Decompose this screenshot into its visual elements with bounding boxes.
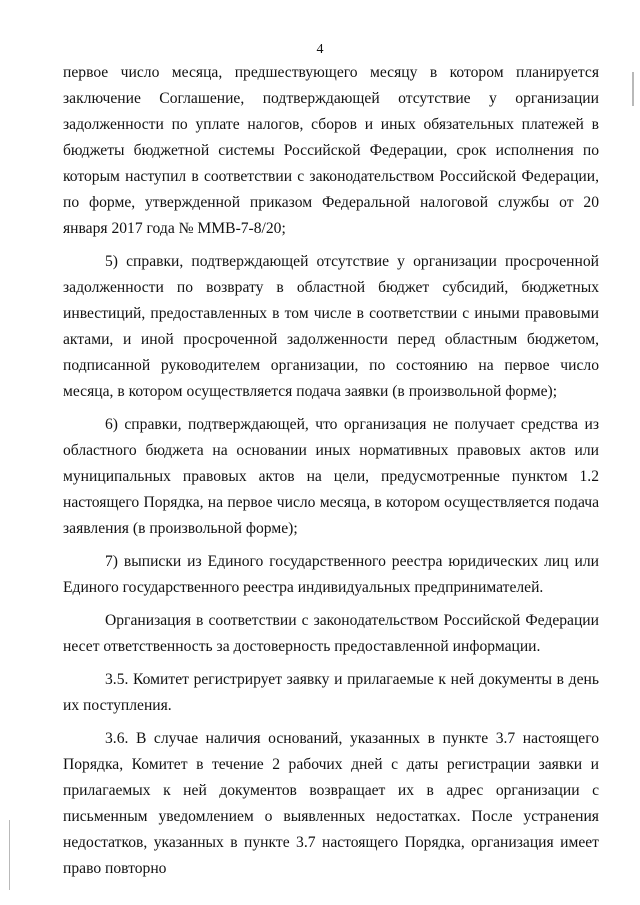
paragraph-3-5: 3.5. Комитет регистрирует заявку и прилагаемые к ней документы в день их поступления.	[63, 671, 599, 714]
page-number: 4	[316, 42, 324, 57]
paragraph-continuation: первое число месяца, предшествующего месяцу в котором планируется заключение Соглашение, подтверждающей отсутствие у организации задолженности по уплате налогов, сборов и иных обязательных платежей в бюджеты бюджетной системы Российской Федерации, срок исполнения по которым наступил в соответствии с законодательством Российской Федерации, по форме, утвержденной приказом Федеральной налоговой службы от 20 января 2017 года № ММВ-7-8/20;	[63, 64, 599, 237]
paragraph-3-6: 3.6. В случае наличия оснований, указанных в пункте 3.7 настоящего Порядка, Комитет в течение 2 рабочих дней с даты регистрации заявки и прилагаемых к ней документов возвращает их в адрес организации с письменным уведомлением о выявленных недостатках. После устранения недостатков, указанных в пункте 3.7 настоящего Порядка, организация имеет право повторно	[63, 730, 599, 877]
scan-edge-mark	[9, 820, 10, 890]
paragraph-item-6: 6) справки, подтверждающей, что организация не получает средства из областного бюджета на основании иных нормативных правовых актов или муниципальных правовых актов на цели, предусмотренные пунктом 1.2 настоящего Порядка, на первое число месяца, в котором осуществляется подача заявления (в произвольной форме);	[63, 416, 599, 537]
scan-edge-mark	[632, 72, 634, 106]
paragraph-item-5: 5) справки, подтверждающей отсутствие у организации просроченной задолженности по возврату в областной бюджет субсидий, бюджетных инвестиций, предоставленных в том числе в соответствии с иными правовыми актами, и иной просроченной задолженности перед областным бюджетом, подписанной руководителем организации, по состоянию на первое число месяца, в котором осуществляется подача заявки (в произвольной форме);	[63, 253, 599, 400]
document-body	[63, 60, 599, 882]
paragraph-responsibility: Организация в соответствии с законодательством Российской Федерации несет ответственность за достоверность предоставленной информации.	[63, 612, 599, 655]
paragraph-item-7: 7) выписки из Единого государственного реестра юридических лиц или Единого государственного реестра индивидуальных предпринимателей.	[63, 553, 599, 596]
